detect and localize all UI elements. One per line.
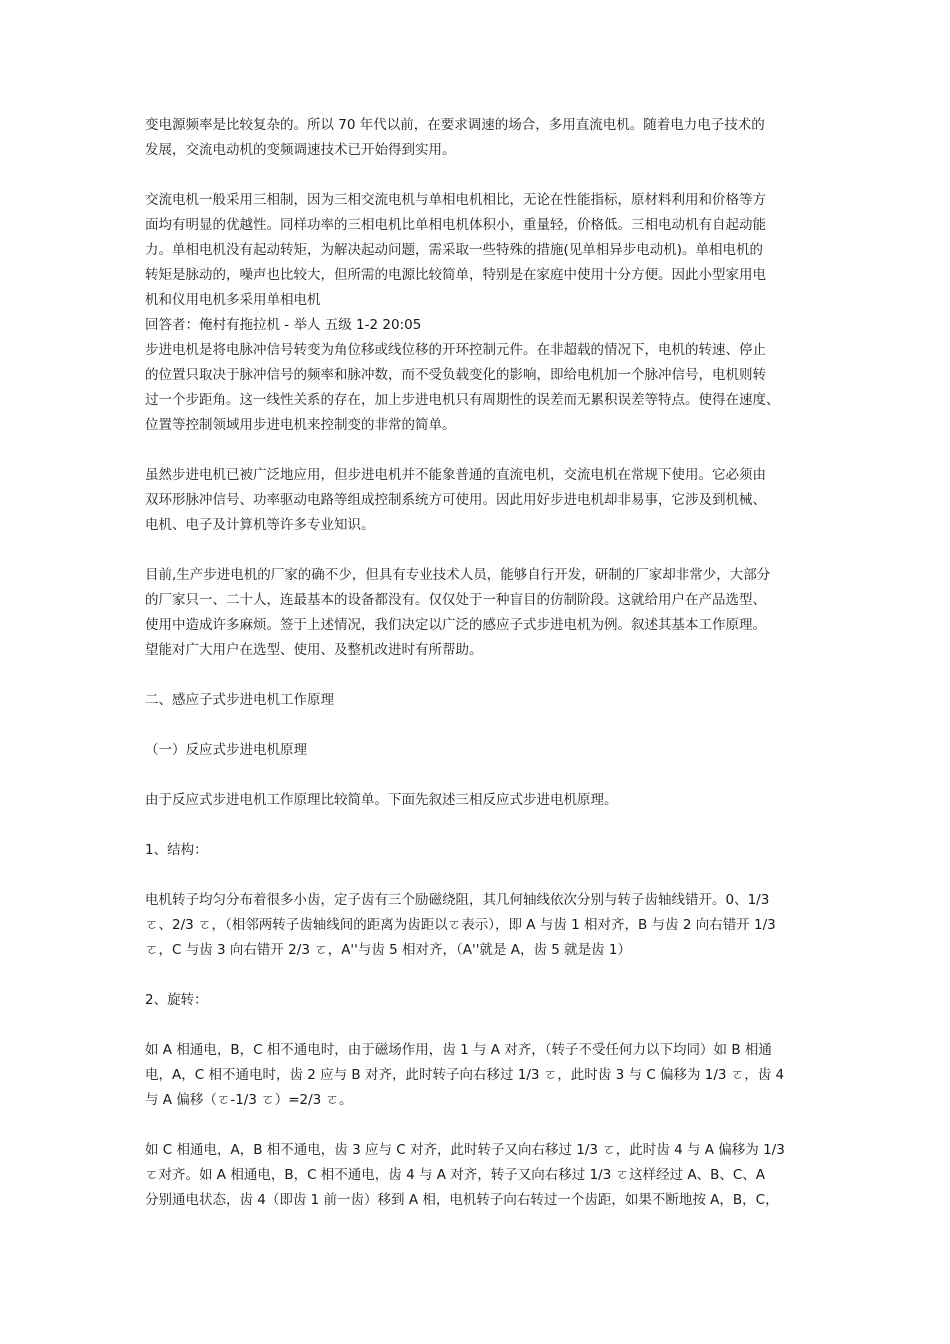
paragraph (145, 688, 817, 713)
paragraph-spacer (145, 438, 817, 463)
paragraph-spacer (145, 1113, 817, 1138)
text-line: 与 A 偏移（ㄛ-1/3 ㄛ）=2/3 ㄛ。 (145, 1092, 353, 1108)
paragraph (145, 988, 817, 1013)
paragraph-spacer (145, 663, 817, 688)
text-line: ㄛ对齐。如 A 相通电，B，C 相不通电，齿 4 与 A 对齐，转子又向右移过 1/3 ㄛ这样经过 A、B、C、A (145, 1167, 766, 1183)
text-line: 机和仪用电机多采用单相电机 (145, 292, 321, 308)
text-line: 2、旋转： (145, 992, 208, 1008)
paragraph-spacer (145, 963, 817, 988)
text-line: 过一个步距角。这一线性关系的存在，加上步进电机只有周期性的误差而无累积误差等特点。使得在速度、 (145, 392, 780, 408)
text-line: 分别通电状态，齿 4（即齿 1 前一齿）移到 A 相，电机转子向右转过一个齿距，如果不断地按 A，B，C， (145, 1192, 779, 1208)
paragraph-spacer (145, 163, 817, 188)
text-line: 步进电机是将电脉冲信号转变为角位移或线位移的开环控制元件。在非超载的情况下，电机的转速、停止 (145, 342, 766, 358)
paragraph (145, 1138, 817, 1213)
text-line: 面均有明显的优越性。同样功率的三相电机比单相电机体积小，重量轻，价格低。三相电动机有自起动能 (145, 217, 766, 233)
paragraph-spacer (145, 538, 817, 563)
text-line: 望能对广大用户在选型、使用、及整机改进时有所帮助。 (145, 642, 483, 658)
paragraph (145, 738, 817, 763)
text-line: 双环形脉冲信号、功率驱动电路等组成控制系统方可使用。因此用好步进电机却非易事，它涉及到机械、 (145, 492, 766, 508)
text-line: 位置等控制领域用步进电机来控制变的非常的简单。 (145, 417, 456, 433)
text-line: ㄛ、2/3 ㄛ，（相邻两转子齿轴线间的距离为齿距以ㄛ表示），即 A 与齿 1 相对齐，B 与齿 2 向右错开 1/3 (145, 917, 776, 933)
text-line: 发展，交流电动机的变频调速技术已开始得到实用。 (145, 142, 456, 158)
paragraph-spacer (145, 713, 817, 738)
text-line: 变电源频率是比较复杂的。所以 70 年代以前，在要求调速的场合，多用直流电机。随着电力电子技术的 (145, 117, 765, 133)
paragraph (145, 463, 817, 538)
text-line: 如 C 相通电，A，B 相不通电，齿 3 应与 C 对齐，此时转子又向右移过 1/3 ㄛ，此时齿 4 与 A 偏移为 1/3 (145, 1142, 785, 1158)
text-line: 电机、电子及计算机等许多专业知识。 (145, 517, 375, 533)
text-line: （一）反应式步进电机原理 (145, 742, 307, 758)
paragraph (145, 788, 817, 813)
text-line: 电机转子均匀分布着很多小齿，定子齿有三个励磁绕阻，其几何轴线依次分别与转子齿轴线错开。0、1/3 (145, 892, 770, 908)
text-line: 如 A 相通电，B，C 相不通电时，由于磁场作用，齿 1 与 A 对齐，（转子不受任何力以下均同）如 B 相通 (145, 1042, 772, 1058)
paragraph-spacer (145, 813, 817, 838)
text-line: 使用中造成许多麻烦。签于上述情况，我们决定以广泛的感应子式步进电机为例。叙述其基本工作原理。 (145, 617, 766, 633)
text-line: ㄛ，C 与齿 3 向右错开 2/3 ㄛ，A''与齿 5 相对齐，（A''就是 A，齿 5 就是齿 1） (145, 942, 632, 958)
paragraph-spacer (145, 1013, 817, 1038)
text-line: 电，A，C 相不通电时，齿 2 应与 B 对齐，此时转子向右移过 1/3 ㄛ，此时齿 3 与 C 偏移为 1/3 ㄛ，齿 4 (145, 1067, 785, 1083)
paragraph (145, 563, 817, 663)
paragraph (145, 188, 817, 438)
paragraph-spacer (145, 763, 817, 788)
paragraph (145, 113, 817, 163)
paragraph (145, 838, 817, 863)
text-line: 转矩是脉动的，噪声也比较大，但所需的电源比较简单，特别是在家庭中使用十分方便。因此小型家用电 (145, 267, 766, 283)
text-line: 目前,生产步进电机的厂家的确不少，但具有专业技术人员，能够自行开发，研制的厂家却非常少，大部分 (145, 567, 771, 583)
text-line: 1、结构： (145, 842, 208, 858)
text-line: 由于反应式步进电机工作原理比较简单。下面先叙述三相反应式步进电机原理。 (145, 792, 618, 808)
paragraph (145, 888, 817, 963)
paragraph (145, 1038, 817, 1113)
text-line: 的厂家只一、二十人，连最基本的设备都没有。仅仅处于一种盲目的仿制阶段。这就给用户在产品选型、 (145, 592, 766, 608)
document-body (145, 113, 817, 1213)
paragraph-spacer (145, 863, 817, 888)
text-line: 力。单相电机没有起动转矩，为解决起动问题，需采取一些特殊的措施(见单相异步电动机)。单相电机的 (145, 242, 764, 258)
text-line: 回答者：俺村有拖拉机 - 举人 五级 1-2 20:05 (145, 317, 422, 333)
text-line: 二、感应子式步进电机工作原理 (145, 692, 334, 708)
text-line: 虽然步进电机已被广泛地应用，但步进电机并不能象普通的直流电机，交流电机在常规下使用。它必须由 (145, 467, 766, 483)
text-line: 交流电机一般采用三相制，因为三相交流电机与单相电机相比，无论在性能指标，原材料利用和价格等方 (145, 192, 766, 208)
text-line: 的位置只取决于脉冲信号的频率和脉冲数，而不受负载变化的影响，即给电机加一个脉冲信号，电机则转 (145, 367, 766, 383)
